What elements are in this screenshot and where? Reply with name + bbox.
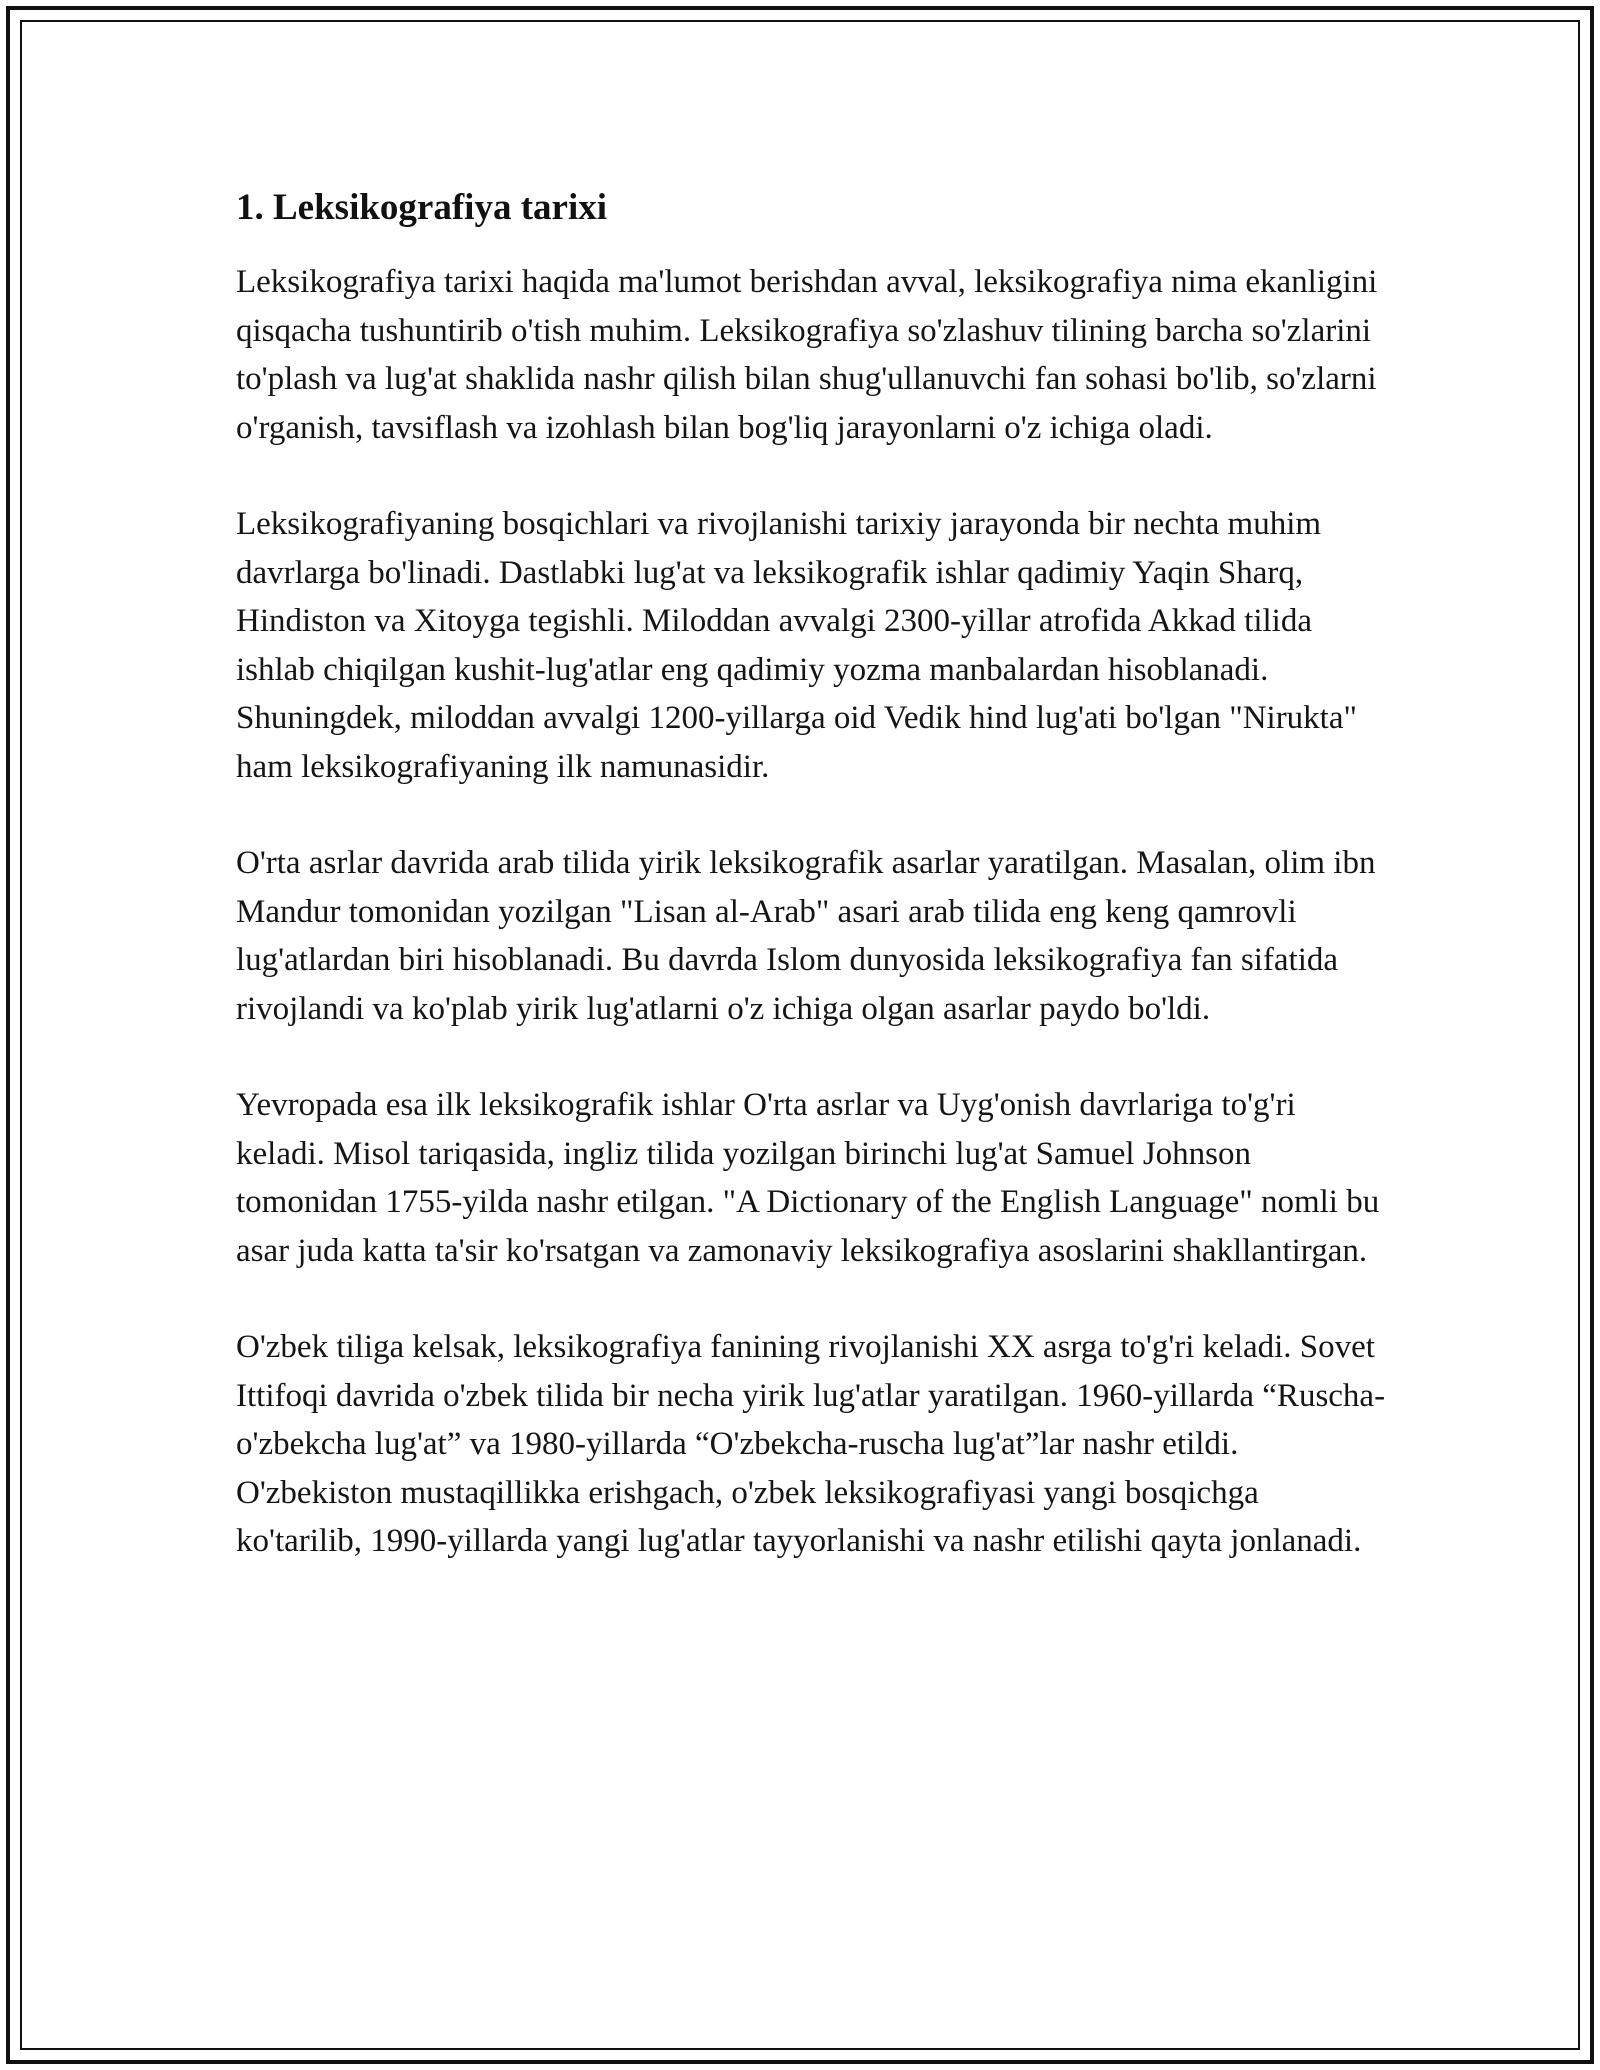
section-heading: 1. Leksikografiya tarixi [236,187,608,228]
paragraph-definition: Leksikografiya tarixi haqida ma'lumot berishdan avval, leksikografiya nima ekanligini qisqacha tushuntirib o'tish muhim. Leksikografiya so'zlashuv tilining barcha so'zlarini to'plash va lug'at shaklida nashr qilish bilan shug'ullanuvchi fan sohasi bo'lib, so'zlarni o'rganish, tavsiflash va izohlash bilan bog'liq jarayonlarni o'z ichiga oladi. [236,264,1378,446]
paragraph-middle-ages: O'rta asrlar davrida arab tilida yirik leksikografik asarlar yaratilgan. Masalan, olim ibn Mandur tomonidan yozilgan "Lisan al-Arab" asari arab tilida eng keng qamrovli lug'atlardan biri hisoblanadi. Bu davrda Islom dunyosida leksikografiya fan sifatida rivojlandi va ko'plab yirik lug'atlarni o'z ichiga olgan asarlar paydo bo'ldi. [236,845,1376,1027]
paragraph-ancient-period: Leksikografiyaning bosqichlari va rivojlanishi tarixiy jarayonda bir nechta muhim davrlarga bo'linadi. Dastlabki lug'at va leksikografik ishlar qadimiy Yaqin Sharq, Hindiston va Xitoyga tegishli. Miloddan avvalgi 2300-yillar atrofida Akkad tilida ishlab chiqilgan kushit-lug'atlar eng qadimiy yozma manbalardan hisoblanadi. Shuningdek, miloddan avvalgi 1200-yillarga oid Vedik hind lug'ati bo'lgan "Nirukta" ham leksikografiyaning ilk namunasidir. [236,506,1357,785]
paragraph-uzbek: O'zbek tiliga kelsak, leksikografiya fanining rivojlanishi XX asrga to'g'ri keladi. Sovet Ittifoqi davrida o'zbek tilida bir necha yirik lug'atlar yaratilgan. 1960-yillarda “Ruscha-o'zbekcha lug'at” va 1980-yillarda “O'zbekcha-ruscha lug'at”lar nashr etildi. O'zbekiston mustaqillikka erishgach, o'zbek leksikografiyasi yangi bosqichga ko'tarilib, 1990-yillarda yangi lug'atlar tayyorlanishi va nashr etilishi qayta jonlanadi. [236,1329,1386,1560]
document-body [236,186,1386,1614]
paragraph-europe: Yevropada esa ilk leksikografik ishlar O'rta asrlar va Uyg'onish davrlariga to'g'ri keladi. Misol tariqasida, ingliz tilida yozilgan birinchi lug'at Samuel Johnson tomonidan 1755-yilda nashr etilgan. "A Dictionary of the English Language" nomli bu asar juda katta ta'sir ko'rsatgan va zamonaviy leksikografiya asoslarini shakllantirgan. [236,1087,1380,1269]
